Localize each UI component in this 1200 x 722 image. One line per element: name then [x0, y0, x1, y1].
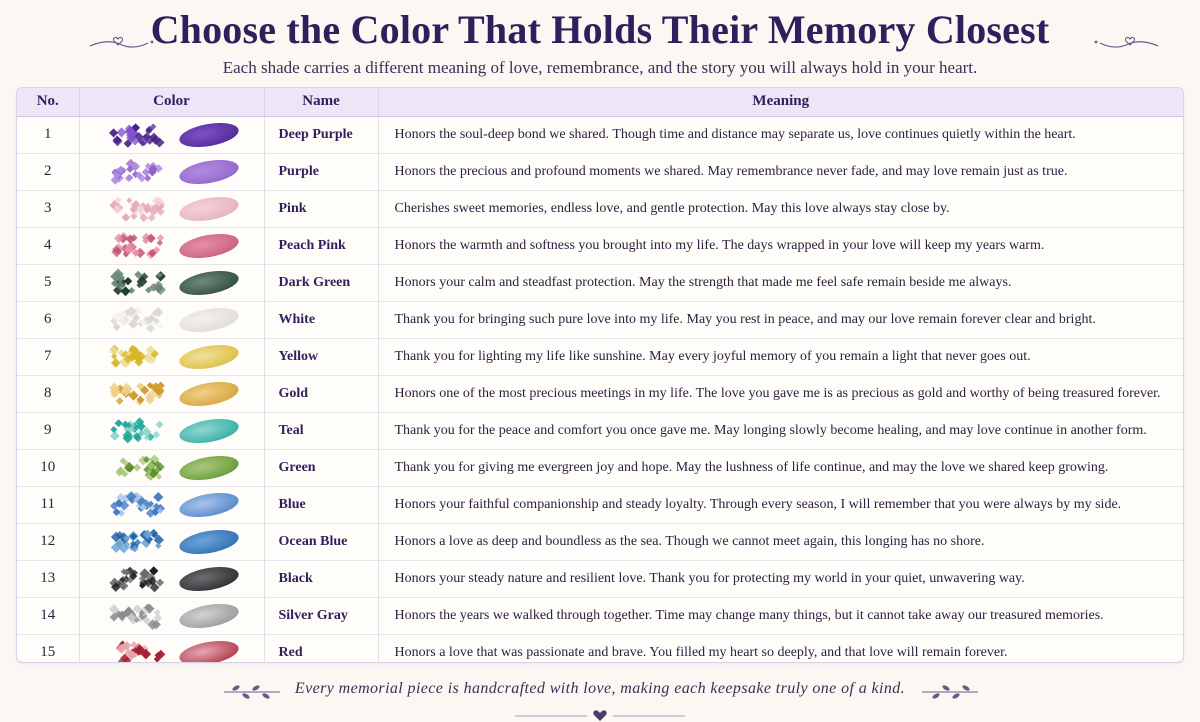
color-meaning: Thank you for bringing such pure love into my life. May you rest in peace, and may our love remain forever clear and bright.: [378, 301, 1183, 338]
powder-oval-swatch: [177, 488, 240, 520]
color-swatch-cell: [79, 375, 264, 412]
color-swatch-cell: [79, 264, 264, 301]
crystal-pile-swatch: [105, 268, 169, 298]
color-meaning: Honors the soul-deep bond we shared. Though time and distance may separate us, love continues quietly within the heart.: [378, 116, 1183, 153]
table-row: [17, 264, 1183, 301]
color-meaning: Thank you for the peace and comfort you once gave me. May longing slowly become healing, and may love continue in another form.: [378, 412, 1183, 449]
table-header-row: [17, 88, 1183, 116]
table-row: [17, 560, 1183, 597]
crystal-pile-swatch: [105, 490, 169, 520]
footer: [0, 672, 1200, 720]
powder-oval-swatch: [177, 451, 240, 483]
color-swatch-cell: [79, 338, 264, 375]
color-name: Blue: [264, 486, 378, 523]
color-meaning: Honors your calm and steadfast protection. May the strength that made me feel safe remain beside me always.: [378, 264, 1183, 301]
table-row: [17, 153, 1183, 190]
color-name: Dark Green: [264, 264, 378, 301]
color-name: Ocean Blue: [264, 523, 378, 560]
color-meaning: Honors one of the most precious meetings in my life. The love you gave me is as precious as gold and worthy of being treasured forever.: [378, 375, 1183, 412]
row-number: 1: [17, 116, 79, 153]
color-table: [16, 87, 1184, 663]
color-name: Gold: [264, 375, 378, 412]
color-meaning: Honors a love as deep and boundless as the sea. Though we cannot meet again, this longing has no shore.: [378, 523, 1183, 560]
powder-oval-swatch: [177, 266, 240, 298]
powder-oval-swatch: [177, 414, 240, 446]
table-row: [17, 486, 1183, 523]
crystal-pile-swatch: [105, 416, 169, 446]
powder-oval-swatch: [177, 229, 240, 261]
footer-note: Every memorial piece is handcrafted with love, making each keepsake truly one of a kind.: [294, 680, 906, 697]
table-row: [17, 190, 1183, 227]
crystal-pile-swatch: [105, 453, 169, 483]
crystal-pile-swatch: [105, 194, 169, 224]
table-row: [17, 338, 1183, 375]
row-number: 15: [17, 634, 79, 663]
row-number: 6: [17, 301, 79, 338]
color-name: Deep Purple: [264, 116, 378, 153]
color-swatch-cell: [79, 634, 264, 663]
color-name: Teal: [264, 412, 378, 449]
powder-oval-swatch: [177, 192, 240, 224]
header: [0, 0, 1200, 86]
powder-oval-swatch: [177, 377, 240, 409]
color-name: Yellow: [264, 338, 378, 375]
powder-oval-swatch: [177, 155, 240, 187]
color-swatch-cell: [79, 597, 264, 634]
color-swatch-cell: [79, 190, 264, 227]
row-number: 12: [17, 523, 79, 560]
color-name: White: [264, 301, 378, 338]
heart-flourish-icon: [1090, 30, 1160, 54]
crystal-pile-swatch: [105, 379, 169, 409]
color-meaning: Honors a love that was passionate and brave. You filled my heart so deeply, and that love will remain forever.: [394, 644, 1008, 660]
color-meaning: Honors the warmth and softness you brought into my life. The days wrapped in your love will keep my years warm.: [378, 227, 1183, 264]
row-number: 8: [17, 375, 79, 412]
crystal-pile-swatch: [105, 601, 169, 631]
powder-oval-swatch: [177, 636, 240, 663]
page-title: Choose the Color That Holds Their Memory Closest: [150, 7, 1050, 52]
powder-oval-swatch: [177, 562, 240, 594]
color-name: Black: [264, 560, 378, 597]
table-row: [17, 412, 1183, 449]
column-header-meaning: Meaning: [378, 88, 1183, 116]
color-name: Purple: [264, 153, 378, 190]
powder-oval-swatch: [177, 118, 240, 150]
color-name: Red: [264, 634, 378, 663]
color-meaning: Thank you for lighting my life like sunshine. May every joyful memory of you remain a light that never goes out.: [378, 338, 1183, 375]
color-meaning: Thank you for giving me evergreen joy and hope. May the lushness of life continue, and may the love we shared keep growing.: [378, 449, 1183, 486]
crystal-pile-swatch: [105, 305, 169, 335]
color-swatch-cell: [79, 153, 264, 190]
color-name: Silver Gray: [264, 597, 378, 634]
powder-oval-swatch: [177, 340, 240, 372]
row-number: 2: [17, 153, 79, 190]
crystal-pile-swatch: [105, 157, 169, 187]
leaf-sprig-icon: [920, 680, 980, 702]
row-number: 3: [17, 190, 79, 227]
color-swatch-cell: [79, 449, 264, 486]
column-header-no: No.: [17, 88, 79, 116]
row-number: 4: [17, 227, 79, 264]
page-subtitle: Each shade carries a different meaning of love, remembrance, and the story you will always hold in your heart.: [222, 58, 978, 77]
color-swatch-cell: [79, 486, 264, 523]
row-number: 14: [17, 597, 79, 634]
table-row: [17, 301, 1183, 338]
color-swatch-cell: [79, 523, 264, 560]
color-meaning: Honors the years we walked through together. Time may change many things, but it cannot take away our treasured memories.: [378, 597, 1183, 634]
color-name: Pink: [264, 190, 378, 227]
column-header-name: Name: [264, 88, 378, 116]
color-swatch-cell: [79, 227, 264, 264]
color-name: Peach Pink: [264, 227, 378, 264]
color-swatch-cell: [79, 412, 264, 449]
color-name: Green: [264, 449, 378, 486]
powder-oval-swatch: [177, 303, 240, 335]
crystal-pile-swatch: [105, 342, 169, 372]
color-swatch-cell: [79, 560, 264, 597]
table-row: [17, 449, 1183, 486]
crystal-pile-swatch: [105, 120, 169, 150]
color-meaning: Cherishes sweet memories, endless love, and gentle protection. May this love always stay close by.: [378, 190, 1183, 227]
row-number: 9: [17, 412, 79, 449]
crystal-pile-swatch: [105, 564, 169, 594]
column-header-color: Color: [79, 88, 264, 116]
color-swatch-cell: [79, 301, 264, 338]
table-row: [17, 227, 1183, 264]
color-meaning: Honors your steady nature and resilient love. Thank you for protecting my world in your quiet, unwavering way.: [378, 560, 1183, 597]
table-row: [17, 116, 1183, 153]
row-number: 5: [17, 264, 79, 301]
powder-oval-swatch: [177, 599, 240, 631]
table-row: [17, 597, 1183, 634]
crystal-pile-swatch: [105, 527, 169, 557]
row-number: 13: [17, 560, 79, 597]
heart-icon: [515, 710, 685, 722]
table-row: [17, 634, 1183, 663]
table-row: [17, 375, 1183, 412]
row-number: 10: [17, 449, 79, 486]
crystal-pile-swatch: [105, 638, 169, 664]
color-meaning: Honors your faithful companionship and steady loyalty. Through every season, I will remember that you were always by my side.: [378, 486, 1183, 523]
row-number: 11: [17, 486, 79, 523]
crystal-pile-swatch: [105, 231, 169, 261]
table-row: [17, 523, 1183, 560]
color-meaning: Honors the precious and profound moments we shared. May remembrance never fade, and may love remain just as true.: [378, 153, 1183, 190]
powder-oval-swatch: [177, 525, 240, 557]
row-number: 7: [17, 338, 79, 375]
color-swatch-cell: [79, 116, 264, 153]
